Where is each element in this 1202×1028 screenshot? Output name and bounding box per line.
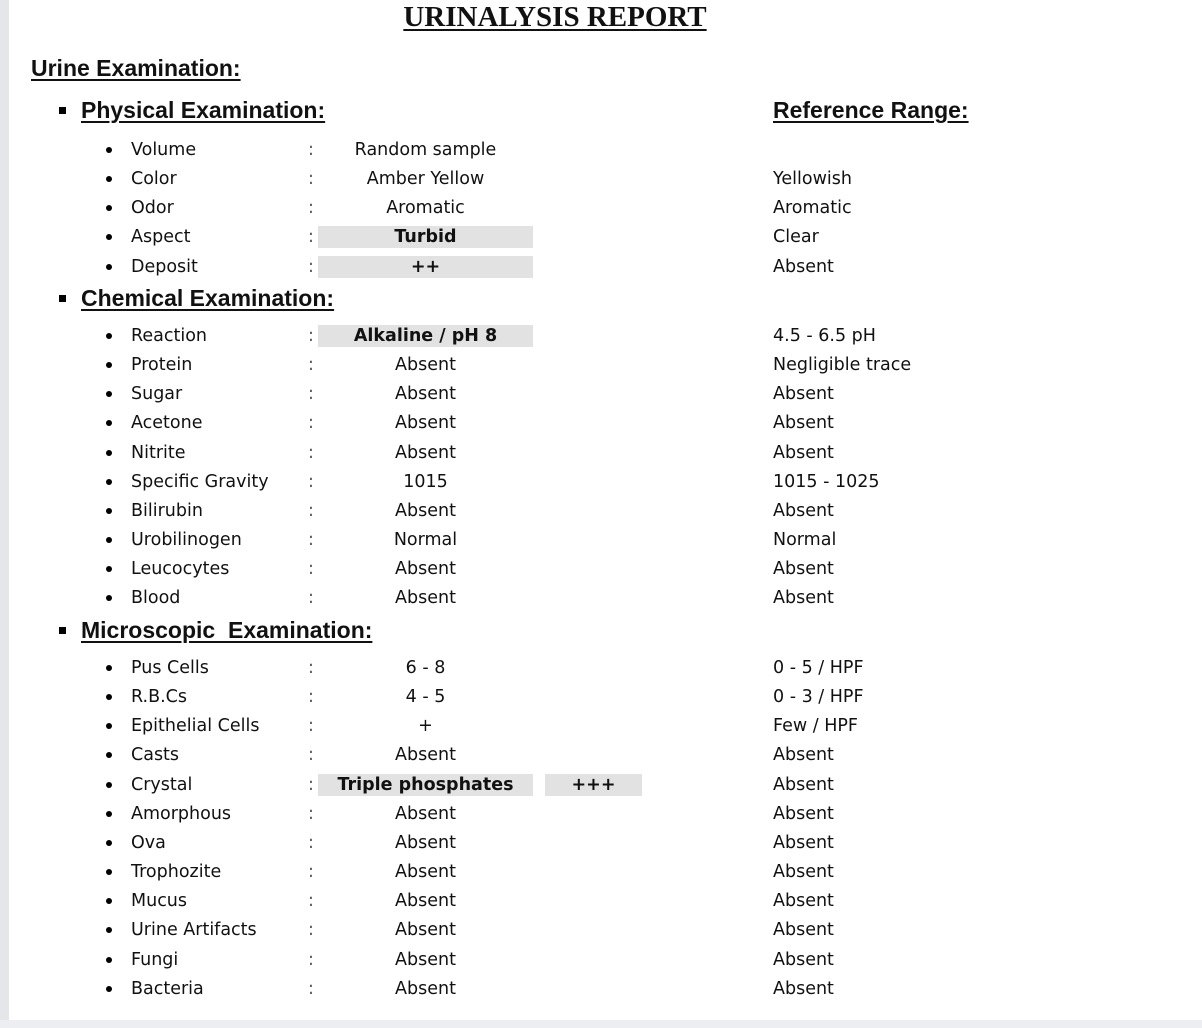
- result-row: [0, 139, 1202, 161]
- reference-value: Absent: [773, 891, 834, 911]
- reference-value: Clear: [773, 227, 819, 247]
- separator: :: [308, 716, 314, 736]
- bullet-icon: [106, 723, 112, 729]
- separator: :: [308, 950, 314, 970]
- result-row: [0, 383, 1202, 405]
- report-title: URINALYSIS REPORT: [403, 1, 707, 33]
- result-row: [0, 919, 1202, 941]
- section-bullet-icon: [59, 107, 66, 114]
- bullet-icon: [106, 566, 112, 572]
- test-name: Nitrite: [131, 443, 186, 463]
- result-row: [0, 715, 1202, 737]
- separator: :: [308, 169, 314, 189]
- test-result: 4 - 5: [405, 687, 446, 707]
- separator: :: [308, 775, 314, 795]
- reference-value: Normal: [773, 530, 837, 550]
- result-row: [0, 890, 1202, 912]
- test-result: Absent: [395, 804, 456, 824]
- reference-value: Absent: [773, 413, 834, 433]
- test-name: Aspect: [131, 227, 191, 247]
- separator: :: [308, 687, 314, 707]
- test-name: Fungi: [131, 950, 179, 970]
- test-name: Bacteria: [131, 979, 204, 999]
- separator: :: [308, 920, 314, 940]
- reference-value: Absent: [773, 384, 834, 404]
- test-name: R.B.Cs: [131, 687, 188, 707]
- chemical-examination-heading: Chemical Examination:: [81, 285, 335, 311]
- bullet-icon: [106, 927, 112, 933]
- test-result: Absent: [395, 833, 456, 853]
- result-row: [0, 442, 1202, 464]
- test-result: Absent: [395, 862, 456, 882]
- result-row: [0, 500, 1202, 522]
- section-bullet-icon: [59, 295, 66, 302]
- bullet-icon: [106, 333, 112, 339]
- test-result: +: [418, 716, 433, 736]
- separator: :: [308, 530, 314, 550]
- reference-range-heading: Reference Range:: [773, 97, 969, 123]
- bullet-icon: [106, 176, 112, 182]
- test-name: Acetone: [131, 413, 203, 433]
- bullet-icon: [106, 479, 112, 485]
- reference-value: Yellowish: [773, 169, 852, 189]
- test-result-grade: +++: [545, 774, 642, 796]
- separator: :: [308, 891, 314, 911]
- separator: :: [308, 198, 314, 218]
- test-result: Amber Yellow: [366, 169, 485, 189]
- section-bullet-icon: [59, 627, 66, 634]
- reference-value: Negligible trace: [773, 355, 912, 375]
- reference-value: Absent: [773, 950, 834, 970]
- reference-value: Few / HPF: [773, 716, 858, 736]
- test-name: Trophozite: [131, 862, 222, 882]
- test-result: Absent: [395, 920, 456, 940]
- urine-examination-heading: Urine Examination:: [31, 55, 241, 81]
- bullet-icon: [106, 147, 112, 153]
- result-row: [0, 686, 1202, 708]
- test-name: Ova: [131, 833, 166, 853]
- bullet-icon: [106, 957, 112, 963]
- test-result: Absent: [395, 384, 456, 404]
- result-row: [0, 587, 1202, 609]
- test-name: Sugar: [131, 384, 183, 404]
- separator: :: [308, 804, 314, 824]
- reference-value: 1015 - 1025: [773, 472, 880, 492]
- result-row: [0, 558, 1202, 580]
- bullet-icon: [106, 840, 112, 846]
- test-result: Absent: [395, 950, 456, 970]
- microscopic-examination-heading: Microscopic Examination:: [81, 617, 373, 643]
- reference-value: Aromatic: [773, 198, 852, 218]
- reference-value: Absent: [773, 833, 834, 853]
- separator: :: [308, 559, 314, 579]
- reference-value: Absent: [773, 920, 834, 940]
- test-result: Absent: [395, 979, 456, 999]
- test-result: 6 - 8: [405, 658, 446, 678]
- test-result: Random sample: [354, 140, 497, 160]
- result-row: [0, 256, 1202, 278]
- bullet-icon: [106, 420, 112, 426]
- test-name: Urobilinogen: [131, 530, 242, 550]
- test-name: Odor: [131, 198, 174, 218]
- test-result: Triple phosphates: [318, 774, 533, 796]
- test-name: Casts: [131, 745, 180, 765]
- reference-value: Absent: [773, 501, 834, 521]
- reference-value: Absent: [773, 979, 834, 999]
- physical-examination-heading: Physical Examination:: [81, 97, 326, 123]
- separator: :: [308, 472, 314, 492]
- test-name: Epithelial Cells: [131, 716, 260, 736]
- reference-value: Absent: [773, 745, 834, 765]
- bullet-icon: [106, 811, 112, 817]
- result-row: [0, 354, 1202, 376]
- reference-value: Absent: [773, 559, 834, 579]
- separator: :: [308, 443, 314, 463]
- test-name: Amorphous: [131, 804, 232, 824]
- test-name: Crystal: [131, 775, 193, 795]
- reference-value: 4.5 - 6.5 pH: [773, 326, 876, 346]
- bullet-icon: [106, 362, 112, 368]
- separator: :: [308, 588, 314, 608]
- separator: :: [308, 658, 314, 678]
- result-row: [0, 657, 1202, 679]
- bullet-icon: [106, 450, 112, 456]
- test-result: Absent: [395, 501, 456, 521]
- result-row: [0, 774, 1202, 796]
- test-name: Bilirubin: [131, 501, 203, 521]
- test-result: Normal: [393, 530, 458, 550]
- separator: :: [308, 257, 314, 277]
- result-row: [0, 832, 1202, 854]
- bullet-icon: [106, 986, 112, 992]
- test-name: Urine Artifacts: [131, 920, 257, 940]
- separator: :: [308, 833, 314, 853]
- test-name: Specific Gravity: [131, 472, 269, 492]
- reference-value: Absent: [773, 804, 834, 824]
- bullet-icon: [106, 391, 112, 397]
- test-name: Leucocytes: [131, 559, 230, 579]
- test-name: Color: [131, 169, 177, 189]
- test-result: ++: [318, 256, 533, 278]
- reference-value: 0 - 3 / HPF: [773, 687, 864, 707]
- test-name: Blood: [131, 588, 181, 608]
- bullet-icon: [106, 665, 112, 671]
- test-result: Aromatic: [386, 198, 465, 218]
- bullet-icon: [106, 752, 112, 758]
- test-result: Absent: [395, 745, 456, 765]
- bullet-icon: [106, 595, 112, 601]
- result-row: [0, 861, 1202, 883]
- test-result: Absent: [395, 355, 456, 375]
- test-result: Absent: [395, 413, 456, 433]
- reference-value: Absent: [773, 775, 834, 795]
- reference-value: 0 - 5 / HPF: [773, 658, 864, 678]
- bullet-icon: [106, 264, 112, 270]
- separator: :: [308, 355, 314, 375]
- result-row: [0, 226, 1202, 248]
- test-result: Alkaline / pH 8: [318, 325, 533, 347]
- result-row: [0, 325, 1202, 347]
- test-name: Volume: [131, 140, 197, 160]
- separator: :: [308, 227, 314, 247]
- test-result: Absent: [395, 559, 456, 579]
- test-name: Deposit: [131, 257, 198, 277]
- bullet-icon: [106, 537, 112, 543]
- result-row: [0, 949, 1202, 971]
- bullet-icon: [106, 508, 112, 514]
- bullet-icon: [106, 205, 112, 211]
- test-name: Pus Cells: [131, 658, 209, 678]
- result-row: [0, 803, 1202, 825]
- test-result: Absent: [395, 891, 456, 911]
- test-name: Protein: [131, 355, 193, 375]
- separator: :: [308, 501, 314, 521]
- reference-value: Absent: [773, 257, 834, 277]
- bullet-icon: [106, 234, 112, 240]
- page-edge-bottom: [0, 1020, 1202, 1028]
- test-result: Absent: [395, 588, 456, 608]
- separator: :: [308, 384, 314, 404]
- result-row: [0, 168, 1202, 190]
- bullet-icon: [106, 869, 112, 875]
- bullet-icon: [106, 694, 112, 700]
- result-row: [0, 471, 1202, 493]
- separator: :: [308, 140, 314, 160]
- test-result: Turbid: [318, 226, 533, 248]
- reference-value: Absent: [773, 443, 834, 463]
- bullet-icon: [106, 898, 112, 904]
- result-row: [0, 197, 1202, 219]
- reference-value: Absent: [773, 588, 834, 608]
- result-row: [0, 529, 1202, 551]
- result-row: [0, 978, 1202, 1000]
- test-name: Reaction: [131, 326, 208, 346]
- separator: :: [308, 413, 314, 433]
- test-result: Absent: [395, 443, 456, 463]
- separator: :: [308, 326, 314, 346]
- separator: :: [308, 862, 314, 882]
- result-row: [0, 412, 1202, 434]
- reference-value: Absent: [773, 862, 834, 882]
- test-name: Mucus: [131, 891, 188, 911]
- test-result: 1015: [403, 472, 448, 492]
- result-row: [0, 744, 1202, 766]
- bullet-icon: [106, 782, 112, 788]
- separator: :: [308, 745, 314, 765]
- separator: :: [308, 979, 314, 999]
